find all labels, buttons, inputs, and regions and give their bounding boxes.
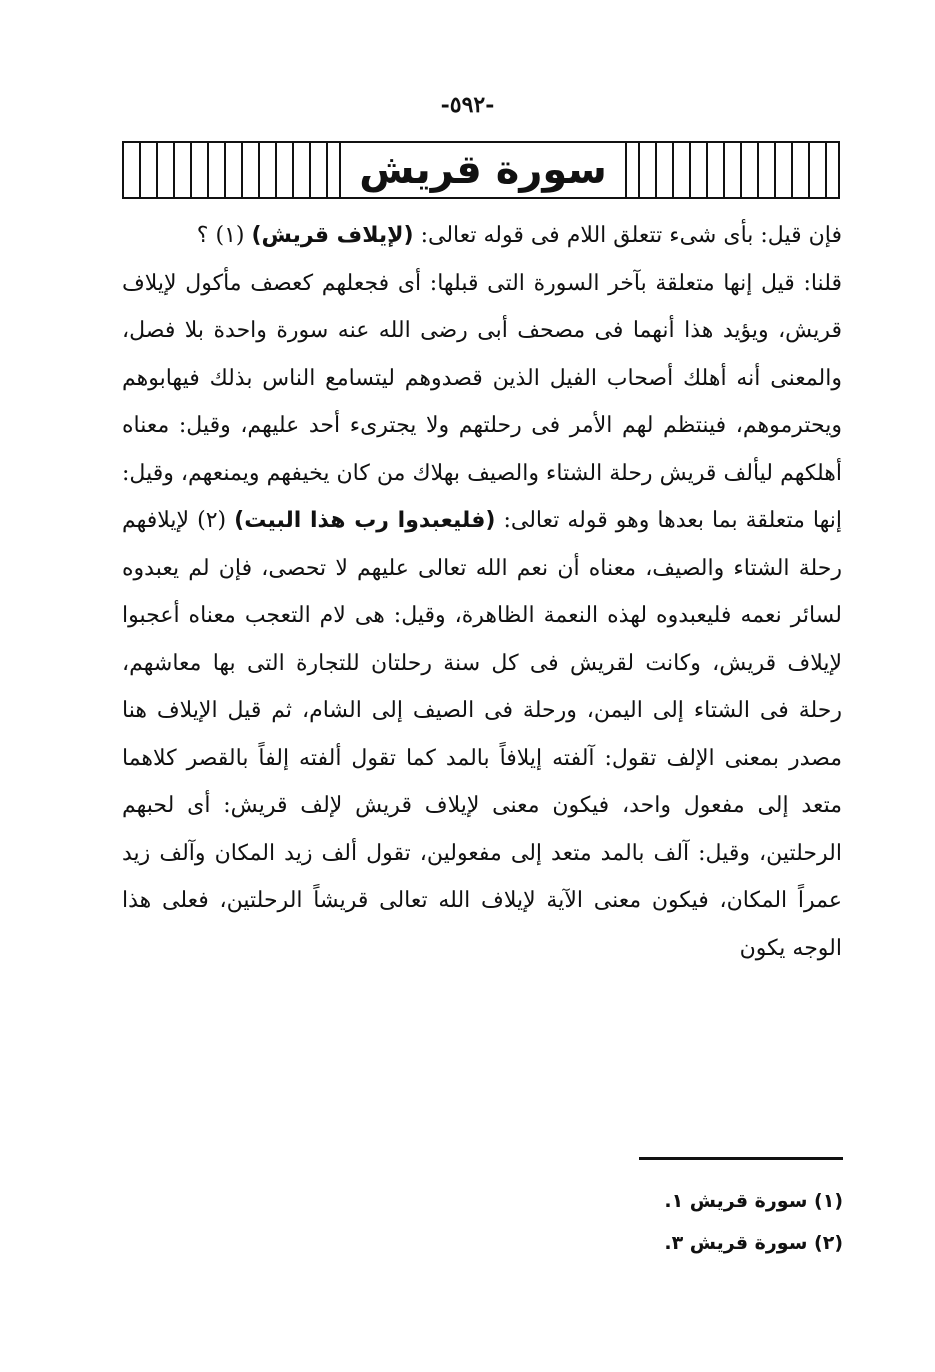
title-ornament-right xyxy=(623,143,838,197)
title-ornament-left xyxy=(124,143,339,197)
footnote-1: (١) سورة قريش ١. xyxy=(664,1190,843,1212)
surah-title-frame xyxy=(122,141,840,199)
footnote-divider xyxy=(639,1157,843,1160)
surah-title: سورة قريش xyxy=(339,143,627,197)
answer-paragraph xyxy=(122,260,842,973)
question-intro: فإن قيل: بأى شىء تتعلق اللام فى قوله تعالى: xyxy=(413,223,842,248)
question-paragraph xyxy=(122,212,842,260)
body-text xyxy=(122,212,842,972)
footnote-2: (٢) سورة قريش ٣. xyxy=(664,1232,843,1254)
page-number: -٥٩٢- xyxy=(440,92,495,118)
quran-verse-2: (فليعبدوا رب هذا البيت) xyxy=(234,508,496,533)
quran-verse-1: (لإيلاف قريش) xyxy=(251,223,414,248)
question-footnote-ref: (١) ؟ xyxy=(196,223,252,248)
answer-text-2: (٢) لإيلافهم رحلة الشتاء والصيف، معناه أن نعم الله تعالى عليهم لا تحصى، فإن لم يعبدوه لسائر نعمه فليعبدوه لهذه النعمة الظاهرة، وقيل: هى لام التعجب معناه أعجبوا لإيلاف قريش، وكانت لقريش فى كل سنة رحلتان للتجارة التى بها معاشهم، رحلة فى الشتاء إلى اليمن، ورحلة فى الصيف إلى الشام، ثم قيل الإيلاف هنا مصدر بمعنى الإلف تقول: آلفته إيلافاً بالمد كما تقول ألفته إلفاً بالقصر كلاهما متعد إلى مفعول واحد، فيكون معنى لإيلاف قريش لإلف قريش: أى لحبهم الرحلتين، وقيل: آلف بالمد متعد إلى مفعولين، تقول ألف زيد المكان وآلف زيد عمراً المكان، فيكون معنى الآية لإيلاف الله تعالى قريشاً الرحلتين، فعلى هذا الوجه يكون xyxy=(122,508,842,961)
footnotes xyxy=(443,1180,843,1264)
answer-text-1: قلنا: قيل إنها متعلقة بآخر السورة التى قبلها: أى فجعلهم كعصف مأكول لإيلاف قريش، ويؤيد هذا أنهما فى مصحف أبى رضى الله عنه سورة واحدة بلا فصل، والمعنى أنه أهلك أصحاب الفيل الذين قصدوهم ليتسامع الناس بذلك فيهابوهم ويحترموهم، فينتظم لهم الأمر فى رحلتهم ولا يجترىء أحد عليهم، وقيل: معناه أهلكهم ليألف قريش رحلة الشتاء والصيف بهلاك من كان يخيفهم ويمنعهم، وقيل: إنها متعلقة بما بعدها وهو قوله تعالى: xyxy=(122,270,843,533)
